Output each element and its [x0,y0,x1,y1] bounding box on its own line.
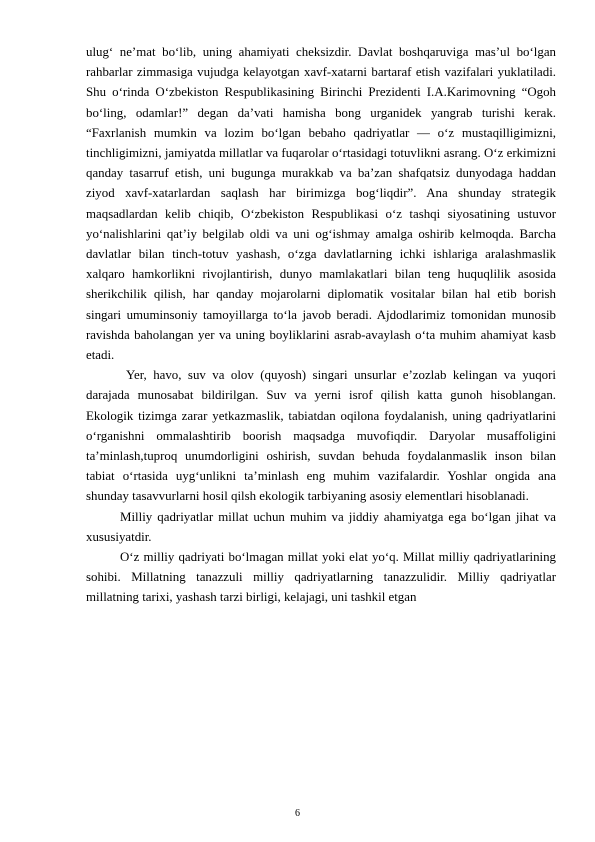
document-page [86,42,556,608]
paragraph-national-values-owner: O‘z milliy qadriyati bo‘lmagan millat yoki elat yo‘q. Millat milliy qadriyatlarining sohibi. Millatning tanazzuli milliy qadriyatlarning tanazzulidir. Milliy qadriyatlar millatning tarixi, yashash tarzi birligi, kelajagi, uni tashkil etgan [86,550,556,605]
paragraph-values-strategy: ulug‘ ne’mat bo‘lib, uning ahamiyati cheksizdir. Davlat boshqaruviga mas’ul bo‘lgan rahbarlar zimmasiga vujudga kelayotgan xavf-xatarni bartaraf etish vazifalari yuklatiladi. Shu o‘rinda O‘zbekiston Respublikasining Birinchi Prezidenti I.A.Karimovning “Ogoh bo‘ling, odamlar!” degan da’vati hamisha bong urganidek yangrab turishi kerak. “Faxrlanish mumkin va lozim bo‘lgan bebaho qadriyatlar — o‘z mustaqilligimizni, tinchligimizni, jamiyatda millatlar va fuqarolar o‘rtasidagi totuvlikni asrang. O‘z erkimizni qanday tasarruf etish, uni bugunga murakkab va ba’zan shafqatsiz dunyodaga haddan ziyod xavf-xatarlardan saqlash har birimizga bog‘liqdir”. Ana shunday strategik maqsadlardan kelib chiqib, O‘zbekiston Respublikasi o‘z tashqi siyosatining ustuvor yo‘nalishlarini qat’iy belgilab oldi va uni og‘ishmay amalga oshirib kelmoqda. Barcha davlatlar bilan tinch-totuv yashash, o‘zga davlatlarning ichki ishlariga aralashmaslik xalqaro hamkorlikni rivojlantirish, dunyo mamlakatlari bilan teng huquqlilik asosida sherikchilik qilish, har qanday mojarolarni diplomatik vositalar bilan hal etib borish singari umuminsoniy tamoyillarga to‘la javob beradi. Ajdodlarimiz tomonidan munosib ravishda baholangan yer va uning boyliklarini asrab-avaylash o‘ta muhim ahamiyat kasb etadi. [86,45,556,363]
page-number: 6 [295,808,300,819]
paragraph-nature-elements: Yer, havo, suv va olov (quyosh) singari unsurlar e’zozlab kelingan va yuqori darajada munosabat bildirilgan. Suv va yerni isrof qilish katta gunoh hisoblangan. Ekologik tizimga zarar yetkazmaslik, tabiatdan oqilona foydalanish, uning qadriyatlarini o‘rganishni ommalashtirib boorish maqsadga muvofiqdir. Daryolar musaffoligini ta’minlash,tuproq unumdorligini oshirish, suvdan behuda foydalanmaslik inson bilan tabiat o‘rtasida uyg‘unlikni ta’minlash eng muhim vazifalardir. Yoshlar ongida ana shunday tasavvurlarni hosil qilsh ekologik tarbiyaning asosiy elementlari hisoblanadi. [86,368,556,504]
paragraph-national-values-definition: Milliy qadriyatlar millat uchun muhim va jiddiy ahamiyatga ega bo‘lgan jihat va xususiyatdir. [86,509,556,544]
